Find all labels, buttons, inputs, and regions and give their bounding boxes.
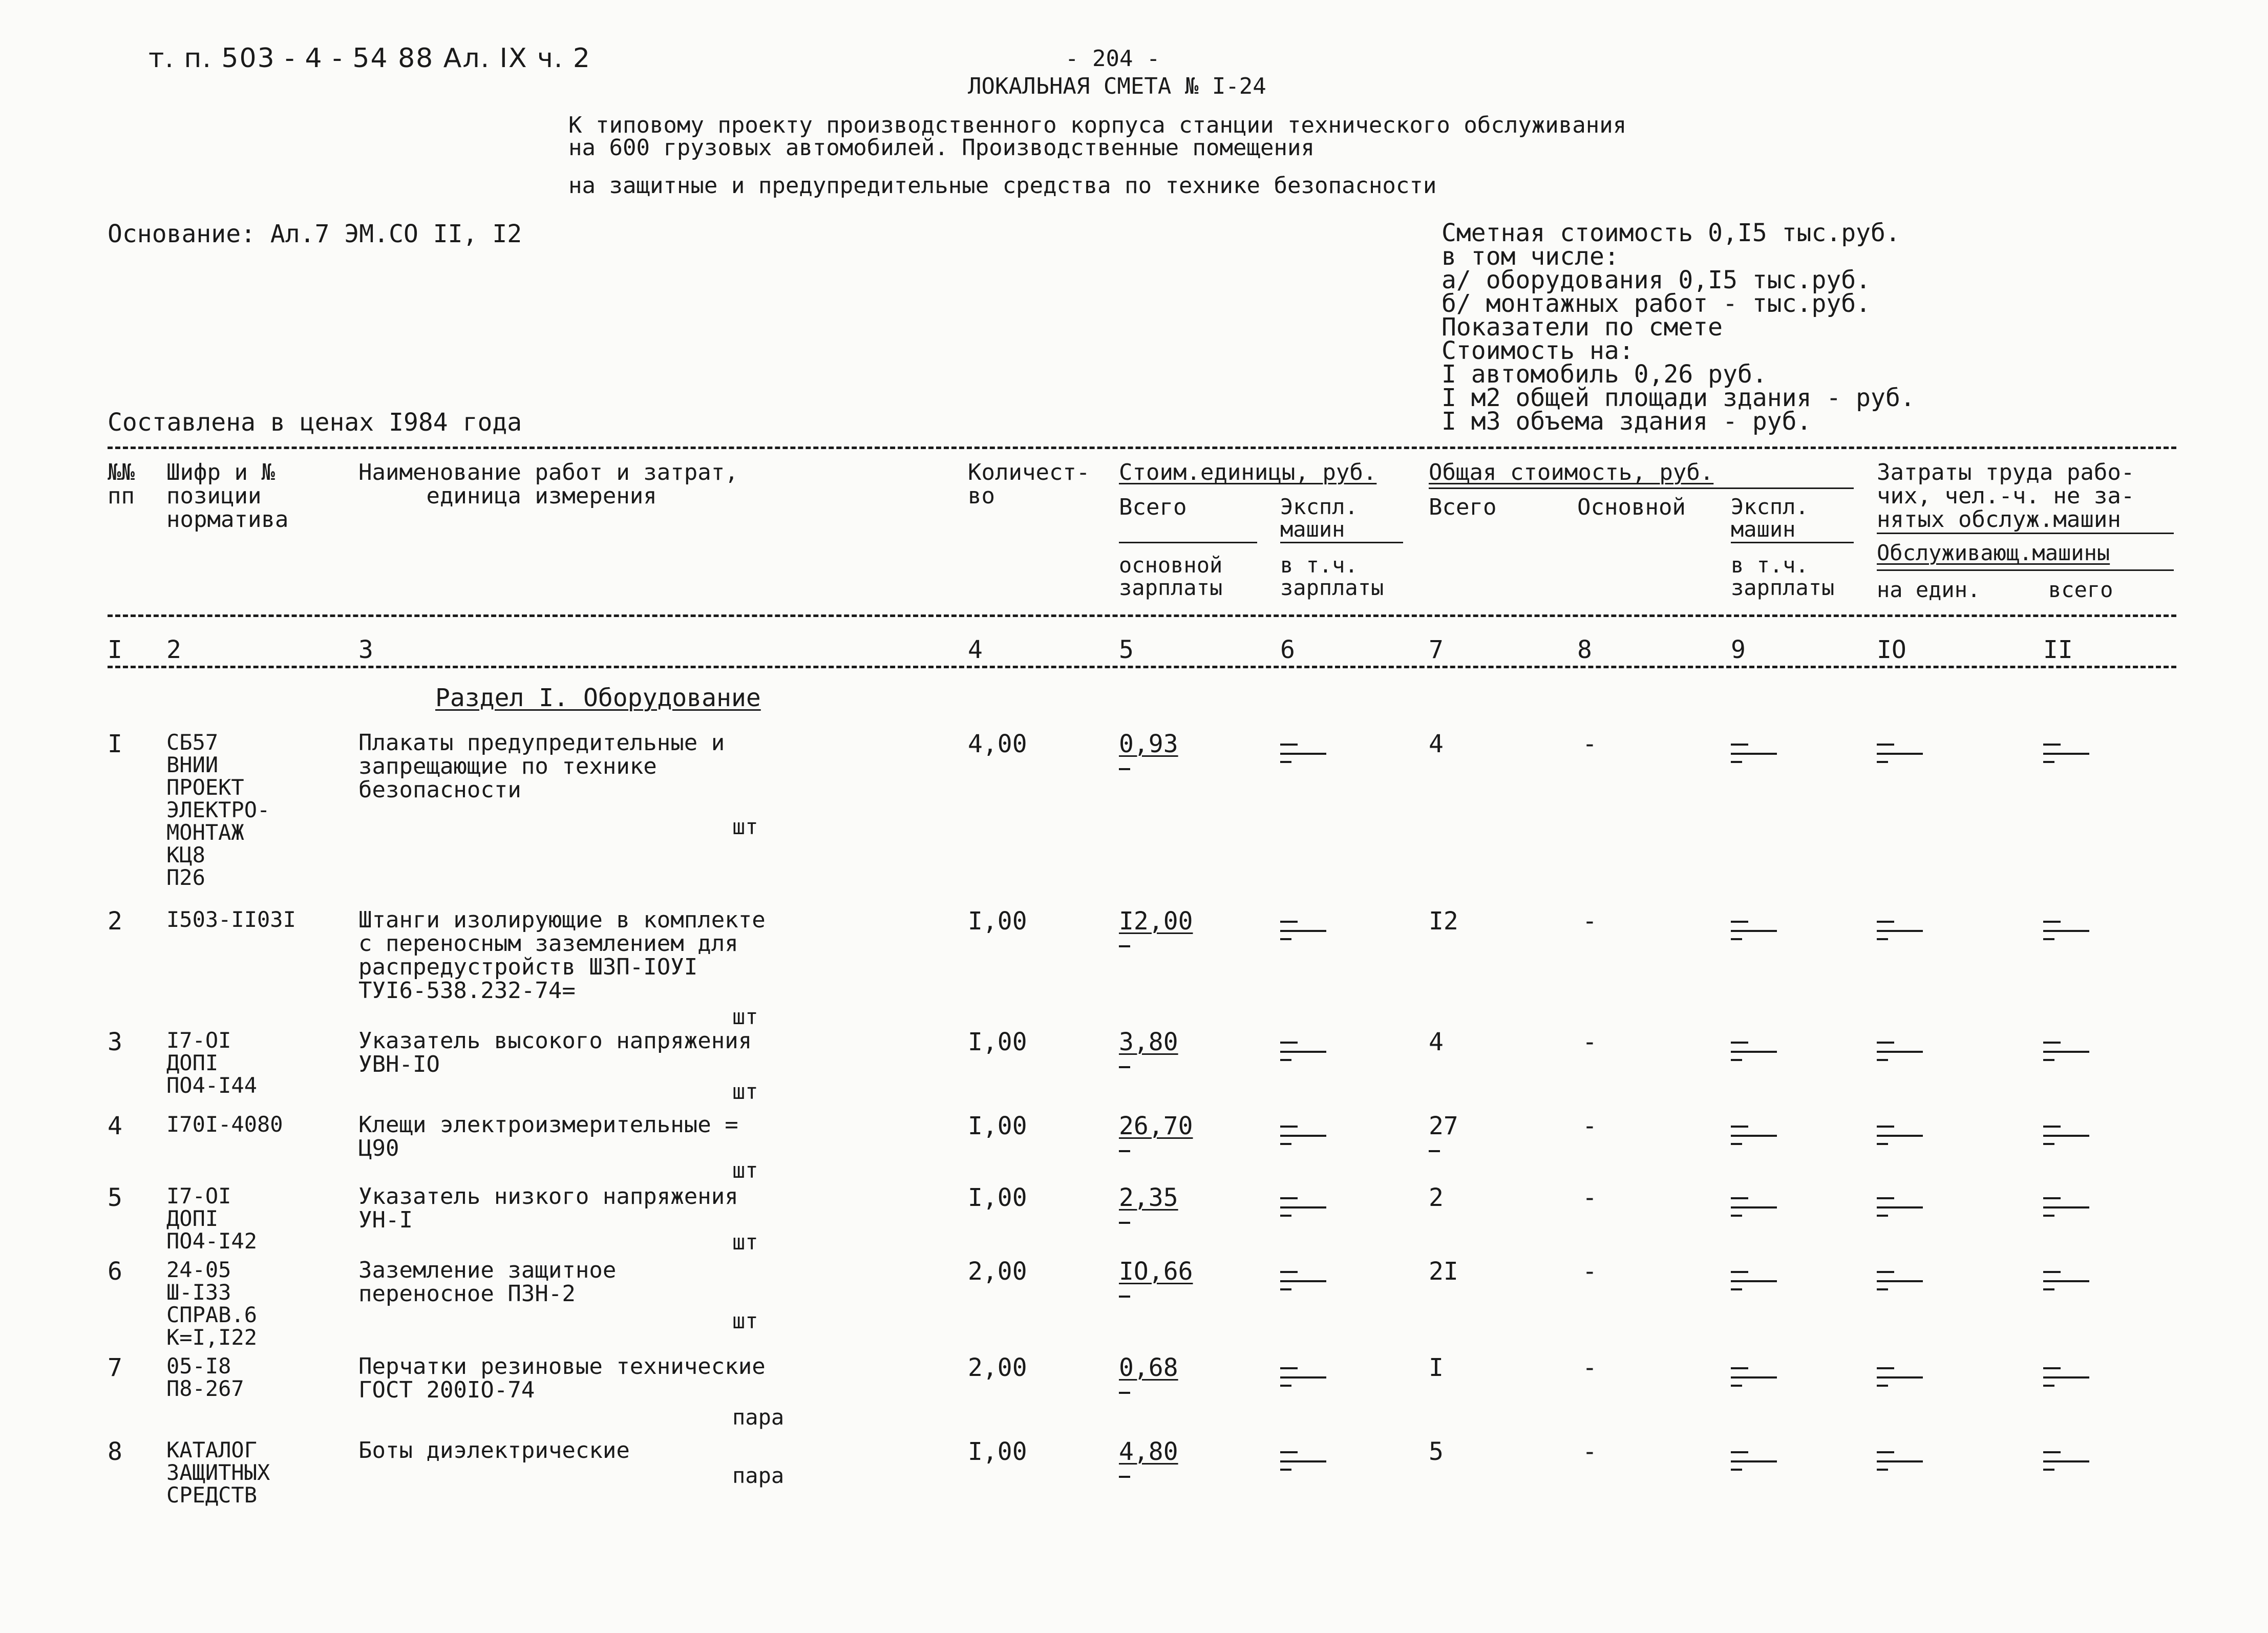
row-quantity: I,00	[968, 1028, 1027, 1056]
prices-year-text: Составлена в ценах I984 года	[108, 408, 522, 437]
row-quantity: I,00	[968, 907, 1027, 936]
empty-sub-value-mark	[1119, 1222, 1130, 1224]
row-base: -	[1582, 907, 1597, 936]
table-top-rule	[108, 447, 2176, 449]
empty-value-mark	[1731, 919, 1777, 939]
col-header-quantity: Количест- во	[968, 459, 1090, 509]
empty-sub-value-mark	[1119, 1476, 1130, 1478]
empty-value-mark	[2043, 1365, 2089, 1386]
row-quantity: 2,00	[968, 1257, 1027, 1286]
empty-value-mark	[1731, 1123, 1777, 1144]
row-quantity: I,00	[968, 1183, 1027, 1212]
row-base: -	[1582, 1353, 1597, 1382]
row-number: 7	[108, 1353, 122, 1382]
subtitle-line-1: К типовому проекту производственного корпуса станции технического обслуживания	[568, 112, 1627, 138]
col-divider	[1877, 533, 2174, 534]
row-unit: шт	[732, 1158, 758, 1183]
row-code: 05-I8 П8-267	[166, 1353, 244, 1401]
empty-value-mark	[1280, 1269, 1326, 1289]
col-header-name: Наименование работ и затрат, единица измерения	[358, 459, 738, 509]
empty-sub-value-mark	[1119, 768, 1130, 770]
row-total: I	[1429, 1353, 1444, 1382]
row-name: Перчатки резиновые технические ГОСТ 200IO-74	[358, 1353, 766, 1403]
row-unit-price: 4,80	[1119, 1437, 1178, 1466]
row-code: I503-II03I	[166, 907, 296, 932]
estimate-summary	[1442, 219, 1915, 436]
table-header-bottom-rule	[108, 614, 2176, 617]
column-number: 3	[358, 635, 373, 664]
empty-value-mark	[2043, 1269, 2089, 1289]
row-base: -	[1582, 1112, 1597, 1140]
empty-value-mark	[1280, 1195, 1326, 1216]
col-header-code: Шифр и № позиции норматива	[166, 459, 289, 533]
empty-sub-value-mark	[1119, 945, 1130, 947]
row-base: -	[1582, 1257, 1597, 1286]
page-number: - 204 -	[1065, 46, 1160, 72]
summary-line: I м2 общей площади здания - руб.	[1442, 384, 1915, 412]
summary-line: Стоимость на:	[1442, 336, 1634, 365]
row-name: Штанги изолирующие в комплекте с переносным заземлением для распредустройств ШЗП-IOУI ТУI6-538.232-74=	[358, 907, 766, 1004]
row-unit: шт	[732, 1308, 758, 1333]
summary-line: а/ оборудования 0,I5 тыс.руб.	[1442, 266, 1871, 294]
col-group-labor: Затраты труда рабо- чих, чел.-ч. не за- нятых обслуж.машин	[1877, 459, 2135, 533]
empty-value-mark	[2043, 919, 2089, 939]
row-base: -	[1582, 1437, 1597, 1466]
row-number: I	[108, 730, 122, 758]
col-group-total-cost: Общая стоимость, руб.	[1429, 459, 1714, 485]
summary-line: Сметная стоимость 0,I5 тыс.руб.	[1442, 219, 1900, 247]
row-name: Заземление защитное переносное ПЗН-2	[358, 1257, 617, 1307]
empty-value-mark	[1280, 1040, 1326, 1060]
row-code: I70I-4080	[166, 1112, 283, 1137]
subtitle-line-2: на 600 грузовых автомобилей. Производственные помещения	[568, 135, 1315, 161]
empty-value-mark	[1877, 1123, 1923, 1144]
row-total: 5	[1429, 1437, 1444, 1466]
summary-line: I автомобиль 0,26 руб.	[1442, 360, 1767, 389]
summary-line: I м3 объема здания - руб.	[1442, 407, 1812, 436]
col-header-unit-total: Всего	[1119, 494, 1187, 520]
empty-sub-value-mark	[1119, 1066, 1130, 1068]
empty-value-mark	[1877, 919, 1923, 939]
row-total: 2I	[1429, 1257, 1458, 1286]
column-numbers-rule	[108, 666, 2176, 668]
col-divider	[1429, 487, 1854, 489]
col-header-per-unit: на един.	[1877, 577, 1981, 602]
col-header-total-machines: Экспл. машин	[1731, 494, 1809, 542]
column-number: 4	[968, 635, 983, 664]
col-header-number: №№ пп	[108, 459, 135, 509]
row-base: -	[1582, 1028, 1597, 1056]
empty-value-mark	[2043, 1040, 2089, 1060]
col-header-unit-machines: Экспл. машин	[1280, 494, 1358, 542]
row-total: I2	[1429, 907, 1458, 936]
empty-value-mark	[1877, 1195, 1923, 1216]
empty-value-mark	[1731, 1449, 1777, 1470]
summary-line: в том числе:	[1442, 242, 1619, 271]
row-quantity: I,00	[968, 1112, 1027, 1140]
row-unit: шт	[732, 814, 758, 839]
empty-value-mark	[1731, 1195, 1777, 1216]
empty-value-mark	[1731, 741, 1777, 762]
column-number: 2	[166, 635, 181, 664]
empty-sub-value-mark	[1429, 1150, 1440, 1152]
empty-value-mark	[1280, 919, 1326, 939]
row-name: Клещи электроизмерительные = Ц90	[358, 1112, 738, 1161]
col-divider	[1877, 569, 2174, 571]
empty-value-mark	[1280, 741, 1326, 762]
empty-value-mark	[2043, 1123, 2089, 1144]
empty-sub-value-mark	[1119, 1392, 1130, 1394]
row-unit-price: IO,66	[1119, 1257, 1193, 1286]
subtitle-line-3: на защитные и предупредительные средства по технике безопасности	[568, 173, 1437, 199]
row-name: Боты диэлектрические	[358, 1437, 630, 1464]
row-quantity: I,00	[968, 1437, 1027, 1466]
column-number: I	[108, 635, 122, 664]
row-code: I7-OI ДОПI ПО4-I44	[166, 1028, 258, 1098]
row-total: 2	[1429, 1183, 1444, 1212]
column-number: IO	[1877, 635, 1906, 664]
empty-sub-value-mark	[1119, 1296, 1130, 1298]
empty-value-mark	[1280, 1449, 1326, 1470]
empty-value-mark	[1877, 741, 1923, 762]
empty-value-mark	[1731, 1365, 1777, 1386]
col-group-unit-cost: Стоим.единицы, руб.	[1119, 459, 1377, 485]
row-name: Указатель высокого напряжения УВН-IO	[358, 1028, 752, 1077]
col-header-total-machine-salary: в т.ч. зарплаты	[1731, 553, 1835, 600]
row-unit-price: 3,80	[1119, 1028, 1178, 1056]
col-header-all: всего	[2048, 577, 2113, 602]
col-divider	[1280, 542, 1403, 543]
row-code: I7-OI ДОПI ПО4-I42	[166, 1183, 258, 1254]
row-total: 27	[1429, 1112, 1458, 1140]
row-number: 6	[108, 1257, 122, 1286]
row-code: 24-05 Ш-I33 СПРАВ.6 К=I,I22	[166, 1257, 258, 1350]
row-number: 4	[108, 1112, 122, 1140]
row-total: 4	[1429, 730, 1444, 758]
col-header-total: Всего	[1429, 494, 1497, 520]
column-number: 6	[1280, 635, 1295, 664]
column-number: 8	[1577, 635, 1592, 664]
row-unit: пара	[732, 1463, 785, 1488]
col-divider	[1119, 542, 1257, 543]
row-number: 2	[108, 907, 122, 936]
col-header-base: Основной	[1577, 494, 1686, 520]
row-quantity: 2,00	[968, 1353, 1027, 1382]
row-unit: шт	[732, 1229, 758, 1255]
row-number: 8	[108, 1437, 122, 1466]
empty-value-mark	[1877, 1449, 1923, 1470]
summary-line: б/ монтажных работ - тыс.руб.	[1442, 289, 1871, 318]
empty-value-mark	[1280, 1365, 1326, 1386]
row-unit: шт	[732, 1079, 758, 1104]
row-code: КАТАЛОГ ЗАЩИТНЫХ СРЕДСТВ	[166, 1437, 270, 1508]
row-number: 5	[108, 1183, 122, 1212]
row-base: -	[1582, 1183, 1597, 1212]
summary-line: Показатели по смете	[1442, 313, 1723, 342]
row-unit-price: 0,93	[1119, 730, 1178, 758]
basis-text: Основание: Ал.7 ЭМ.СО II, I2	[108, 220, 522, 248]
row-unit: шт	[732, 1004, 758, 1029]
document-code: т. п. 503 - 4 - 54 88 Ал. IX ч. 2	[149, 43, 591, 74]
empty-sub-value-mark	[1119, 1150, 1130, 1152]
section-title: Раздел I. Оборудование	[435, 684, 761, 712]
col-header-unit-base-salary: основной зарплаты	[1119, 553, 1223, 600]
column-number: 5	[1119, 635, 1134, 664]
column-number: II	[2043, 635, 2073, 664]
row-unit-price: 26,70	[1119, 1112, 1193, 1140]
col-header-unit-machine-salary: в т.ч. зарплаты	[1280, 553, 1384, 600]
column-number: 9	[1731, 635, 1746, 664]
row-unit-price: 0,68	[1119, 1353, 1178, 1382]
document-title: ЛОКАЛЬНАЯ СМЕТА № I-24	[968, 73, 1266, 99]
row-number: 3	[108, 1028, 122, 1056]
row-code: СБ57 ВНИИ ПРОЕКТ ЭЛЕКТРО- МОНТАЖ КЦ8 П26	[166, 730, 270, 890]
empty-value-mark	[1877, 1269, 1923, 1289]
row-name: Плакаты предупредительные и запрещающие по технике безопасности	[358, 730, 725, 803]
empty-value-mark	[2043, 1449, 2089, 1470]
row-unit-price: 2,35	[1119, 1183, 1178, 1212]
col-divider	[1731, 542, 1854, 543]
row-base: -	[1582, 730, 1597, 758]
row-quantity: 4,00	[968, 730, 1027, 758]
empty-value-mark	[1731, 1269, 1777, 1289]
row-name: Указатель низкого напряжения УН-I	[358, 1183, 738, 1233]
empty-value-mark	[1280, 1123, 1326, 1144]
column-number: 7	[1429, 635, 1444, 664]
empty-value-mark	[1877, 1365, 1923, 1386]
col-header-serving-machines: Обслуживающ.машины	[1877, 540, 2110, 565]
empty-value-mark	[1731, 1040, 1777, 1060]
empty-value-mark	[2043, 741, 2089, 762]
row-unit-price: I2,00	[1119, 907, 1193, 936]
row-total: 4	[1429, 1028, 1444, 1056]
empty-value-mark	[2043, 1195, 2089, 1216]
empty-value-mark	[1877, 1040, 1923, 1060]
row-unit: пара	[732, 1405, 785, 1430]
